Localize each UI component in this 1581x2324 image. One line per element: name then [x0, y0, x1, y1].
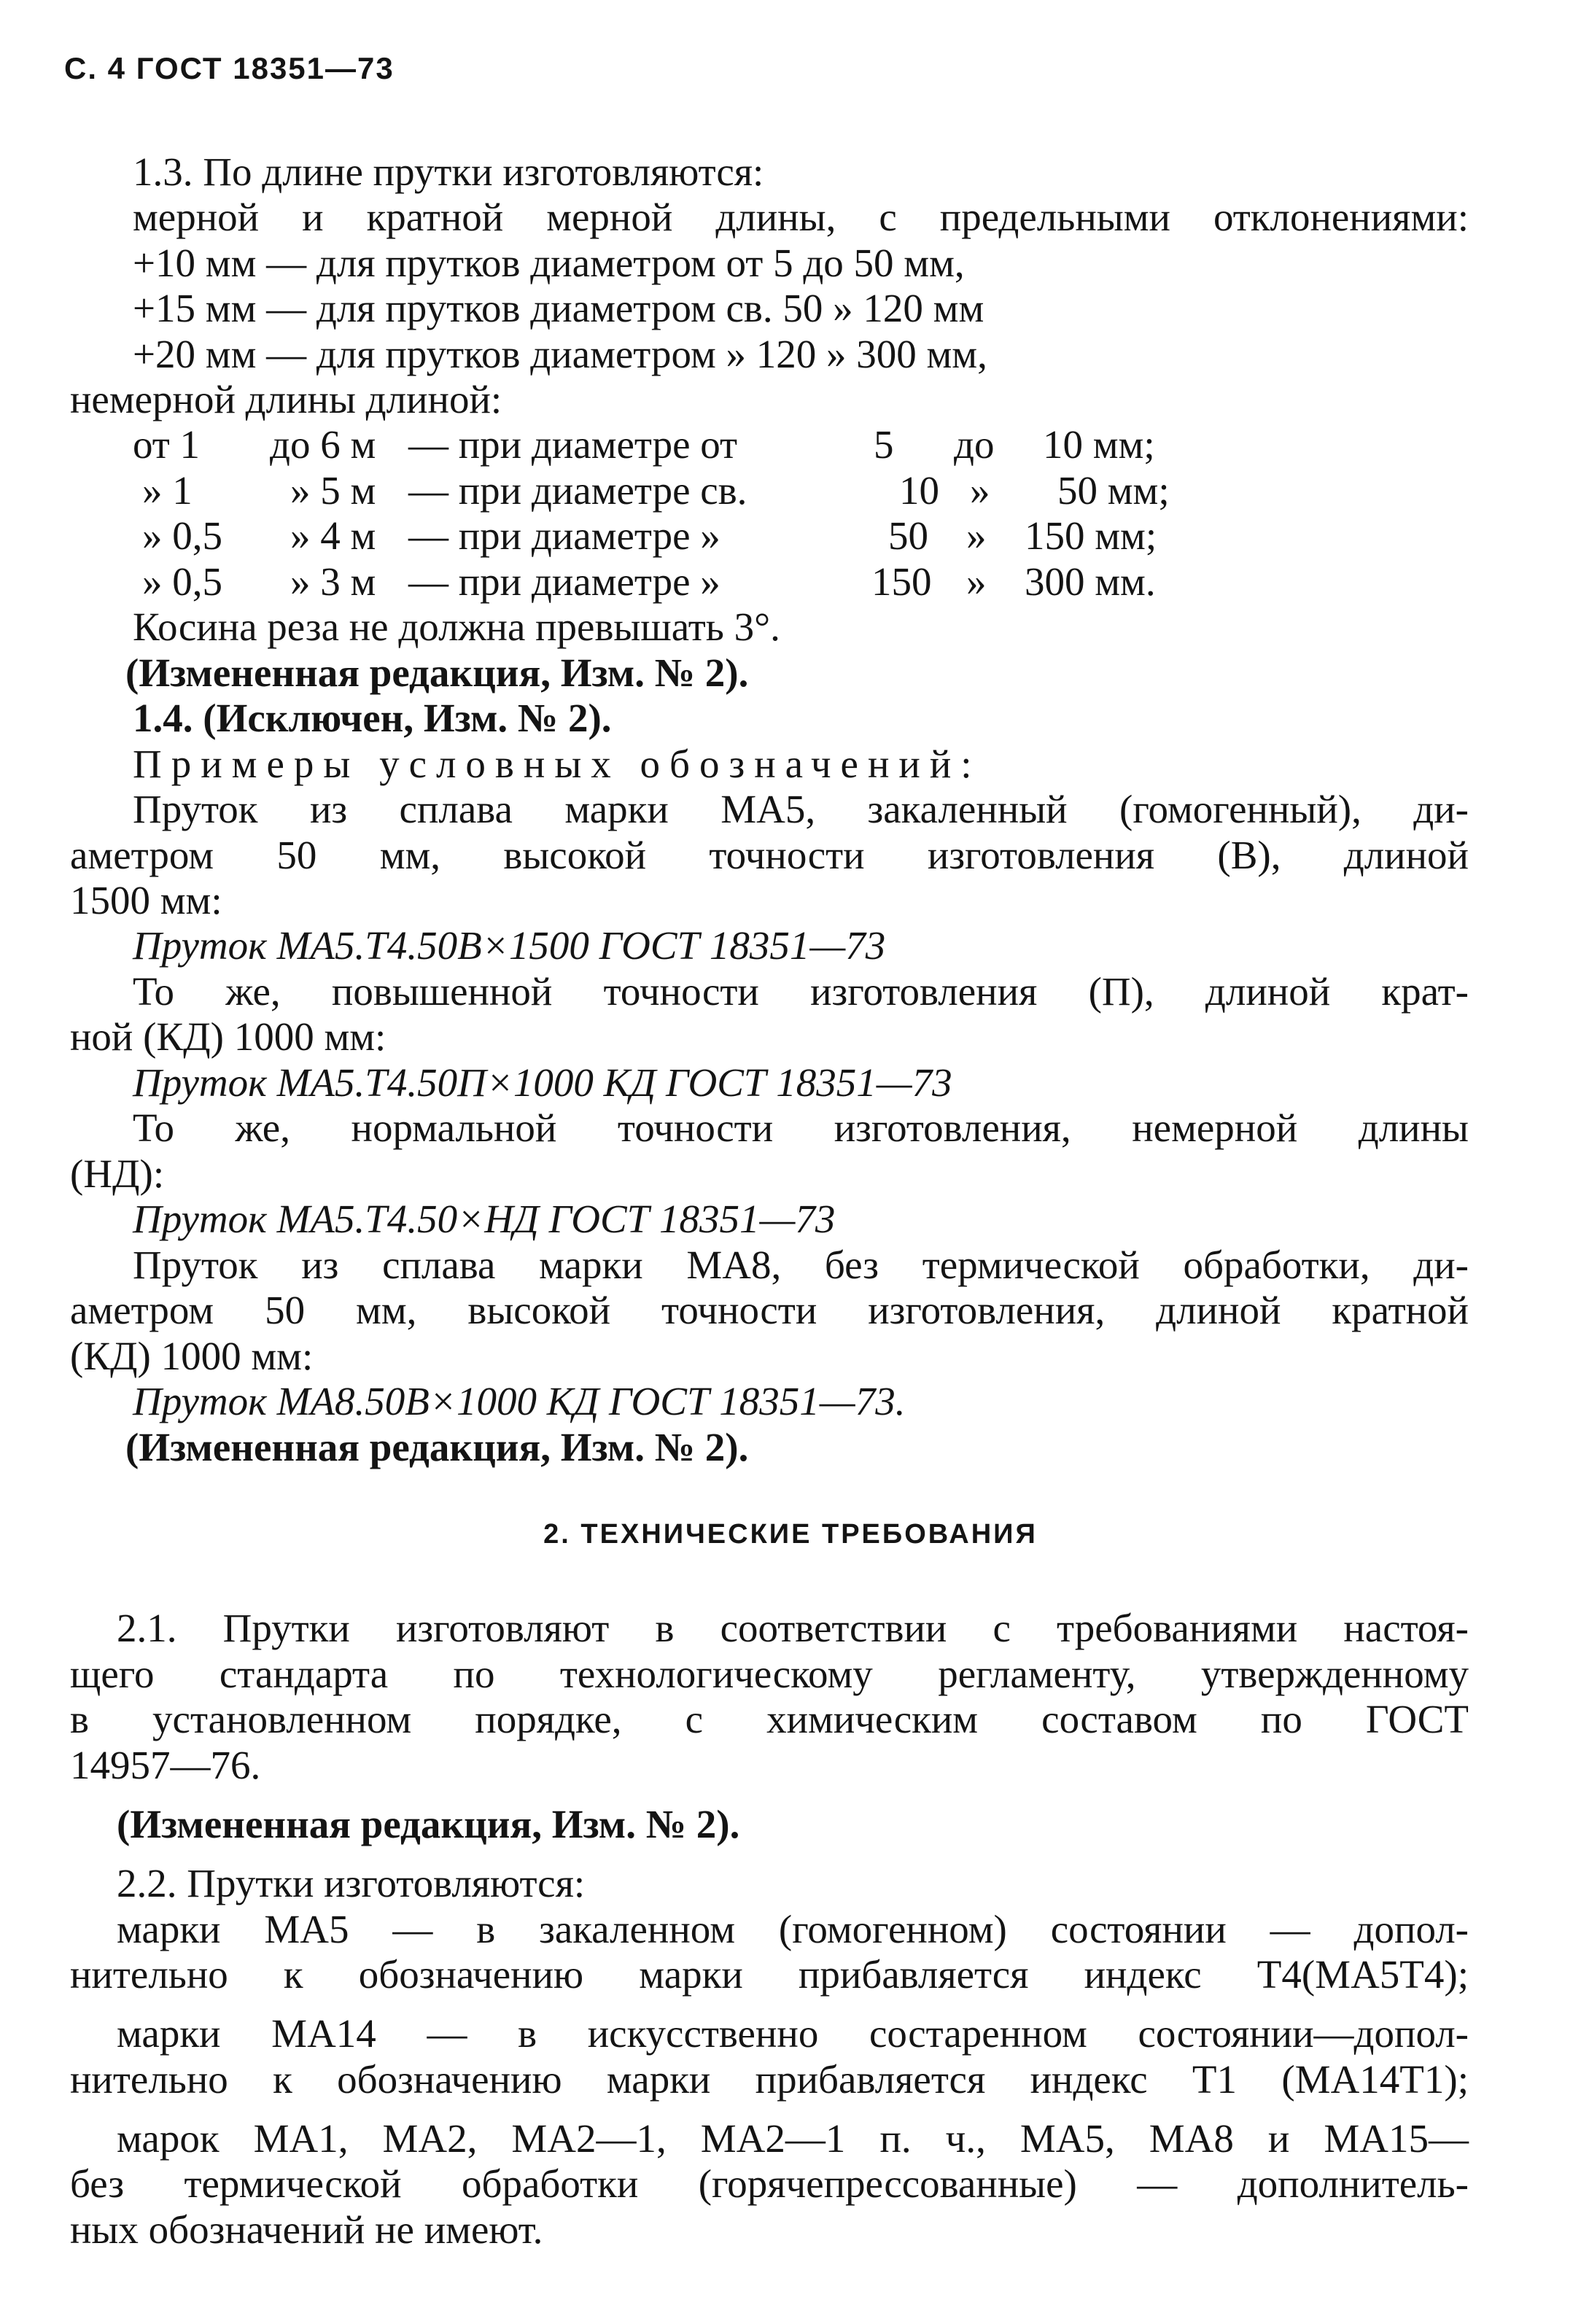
tolerance-line: +15 мм — для прутков диаметром св. 50 » 120 мм — [133, 286, 984, 330]
page-header: С. 4 ГОСТ 18351—73 — [64, 51, 395, 85]
unmeasured-length-line: немерной длины длиной: — [70, 377, 502, 421]
example-text: (НД): — [70, 1151, 165, 1196]
example-text: 1500 мм: — [70, 878, 222, 922]
example-text: аметром 50 мм, высокой точности изготовления (В), длиной — [70, 833, 1469, 877]
grade-ma14-text: марки МА14 — в искусственно состаренном состоянии—допол- — [117, 2011, 1469, 2056]
length-from: » 0,5 — [142, 559, 222, 604]
diameter-sep: » — [966, 513, 987, 558]
clause-2-1-text: в установленном порядке, с химическим составом по ГОСТ — [70, 1697, 1469, 1741]
length-from: » 0,5 — [142, 513, 222, 558]
diameter-sep: » — [966, 559, 987, 604]
clause-2-1-text: 2.1. Прутки изготовляют в соответствии с требованиями настоя- — [117, 1606, 1469, 1650]
example-text: Пруток из сплава марки МА5, закаленный (гомогенный), ди- — [133, 787, 1469, 831]
tolerance-line: +20 мм — для прутков диаметром » 120 » 300 мм, — [133, 332, 987, 376]
diameter-label: — при диаметре св. — [408, 468, 747, 513]
diameter-from: 50 — [888, 513, 928, 558]
clause-1-4: 1.4. (Исключен, Изм. № 2). — [133, 696, 612, 740]
length-from: от 1 — [133, 422, 201, 467]
diameter-from: 150 — [871, 559, 932, 604]
length-from: » 1 — [142, 468, 193, 513]
diameter-label: — при диаметре » — [408, 559, 720, 604]
tolerance-line: +10 мм — для прутков диаметром от 5 до 50 мм, — [133, 241, 965, 285]
designation-example: Пруток МА8.50В×1000 КД ГОСТ 18351—73. — [133, 1379, 906, 1423]
length-to: до 6 м — [270, 422, 376, 467]
clause-2-1-text: щего стандарта по технологическому регламенту, утвержденному — [70, 1652, 1469, 1696]
examples-title: Примеры условных обозначений: — [133, 742, 982, 786]
amendment-note: (Измененная редакция, Изм. № 2). — [125, 650, 749, 695]
diameter-to: 50 мм; — [1057, 468, 1170, 513]
diameter-from: 5 — [874, 422, 894, 467]
diameter-sep: » — [970, 468, 990, 513]
diameter-sep: до — [954, 422, 995, 467]
example-text: Пруток из сплава марки МА8, без термической обработки, ди- — [133, 1243, 1469, 1287]
clause-2-1-text: 14957—76. — [70, 1743, 261, 1787]
length-to: » 3 м — [290, 559, 376, 604]
measured-length-line: мерной и кратной мерной длины, с предельными отклонениями: — [133, 195, 1469, 239]
grade-ma5-text: нительно к обозначению марки прибавляется индекс Т4(МА5Т4); — [70, 1952, 1469, 1997]
designation-example: Пруток МА5.Т4.50×НД ГОСТ 18351—73 — [133, 1197, 836, 1241]
diameter-to: 10 мм; — [1043, 422, 1155, 467]
designation-example: Пруток МА5.Т4.50В×1500 ГОСТ 18351—73 — [133, 923, 886, 968]
example-text: ной (КД) 1000 мм: — [70, 1014, 386, 1059]
grade-ma14-text: нительно к обозначению марки прибавляется индекс Т1 (МА14Т1); — [70, 2057, 1469, 2102]
other-grades-text: без термической обработки (горячепрессованные) — дополнитель- — [70, 2161, 1469, 2206]
other-grades-text: ных обозначений не имеют. — [70, 2207, 543, 2252]
clause-1-3-title: 1.3. По длине прутки изготовляются: — [133, 149, 764, 194]
amendment-note: (Измененная редакция, Изм. № 2). — [117, 1802, 740, 1846]
section-title: 2. ТЕХНИЧЕСКИЕ ТРЕБОВАНИЯ — [543, 1519, 1038, 1550]
diameter-from: 10 — [899, 468, 939, 513]
other-grades-text: марок МА1, МА2, МА2—1, МА2—1 п. ч., МА5, МА8 и МА15— — [117, 2116, 1469, 2161]
diameter-to: 300 мм. — [1025, 559, 1156, 604]
cut-note: Косина реза не должна превышать 3°. — [133, 605, 780, 649]
grade-ma5-text: марки МА5 — в закаленном (гомогенном) состоянии — допол- — [117, 1907, 1469, 1951]
example-text: То же, нормальной точности изготовления, немерной длины — [133, 1105, 1469, 1150]
diameter-to: 150 мм; — [1025, 513, 1157, 558]
length-to: » 5 м — [290, 468, 376, 513]
example-text: аметром 50 мм, высокой точности изготовления, длиной кратной — [70, 1288, 1469, 1332]
diameter-label: — при диаметре » — [408, 513, 720, 558]
example-text: То же, повышенной точности изготовления (П), длиной крат- — [133, 969, 1469, 1014]
clause-2-2-title: 2.2. Прутки изготовляются: — [117, 1861, 586, 1905]
amendment-note: (Измененная редакция, Изм. № 2). — [125, 1425, 749, 1469]
designation-example: Пруток МА5.Т4.50П×1000 КД ГОСТ 18351—73 — [133, 1060, 952, 1105]
example-text: (КД) 1000 мм: — [70, 1334, 314, 1378]
length-to: » 4 м — [290, 513, 376, 558]
diameter-label: — при диаметре от — [408, 422, 738, 467]
